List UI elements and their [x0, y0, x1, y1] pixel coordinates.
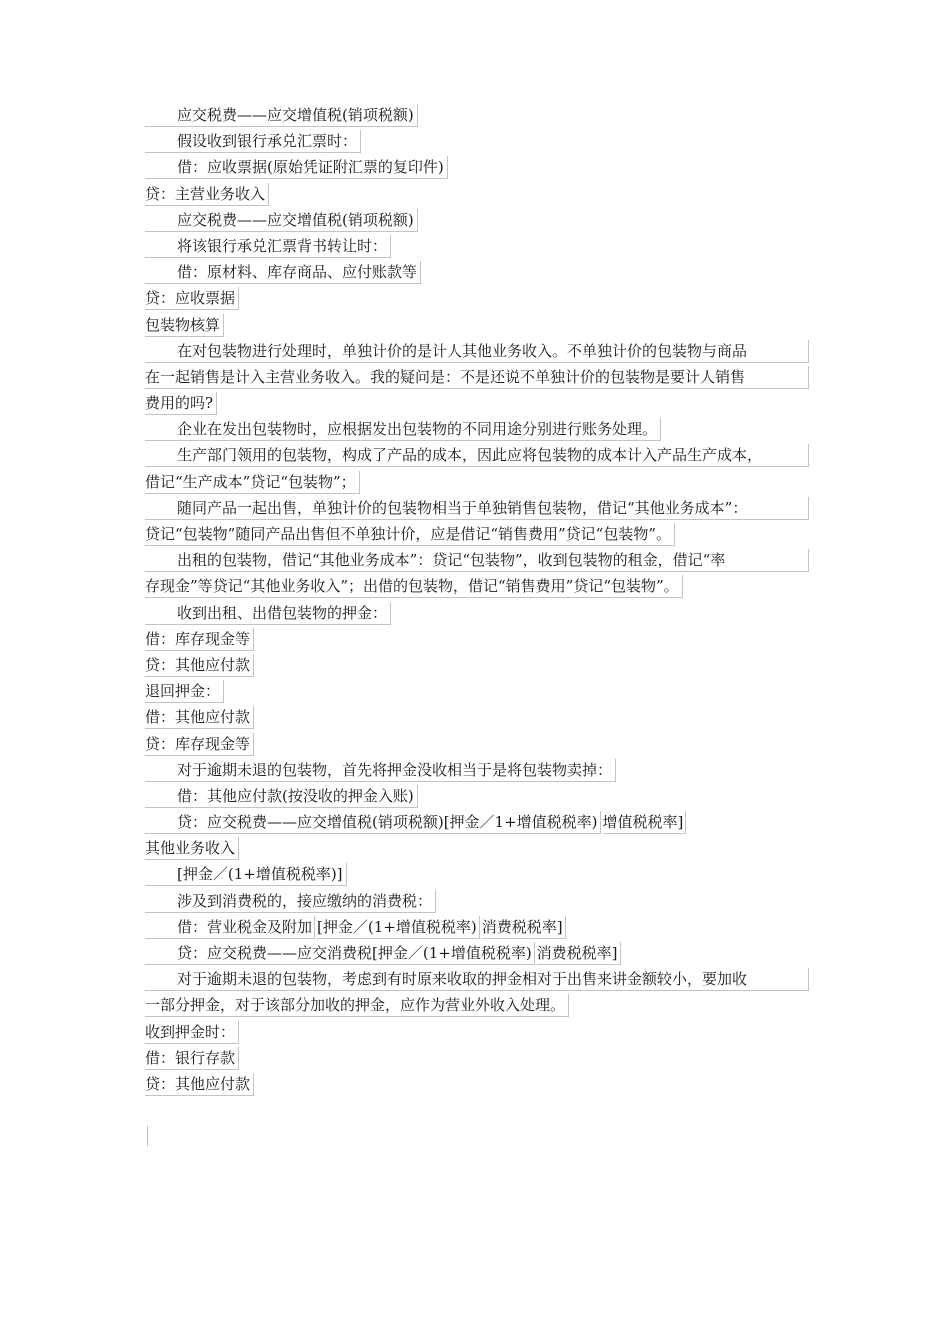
text-line: [145, 811, 809, 837]
text-line: [145, 759, 809, 785]
line-text: 对于逾期未退的包装物，考虑到有时原来收取的押金相对于出售来讲金额较小，要加收: [145, 968, 809, 991]
text-line: [145, 916, 809, 942]
line-text: 借：银行存款: [145, 1047, 239, 1070]
line-segment: 消费税税率]: [482, 916, 566, 939]
text-line: [145, 340, 809, 366]
line-text: 对于逾期未退的包装物，首先将押金没收相当于是将包装物卖掉：: [177, 759, 616, 782]
text-line: [145, 942, 809, 968]
line-text: 一部分押金，对于该部分加收的押金，应作为营业外收入处理。: [145, 994, 569, 1017]
line-text: 应交税费——应交增值税(销项税额): [177, 209, 418, 232]
text-line: [145, 497, 809, 523]
text-line: [145, 968, 809, 994]
section-heading: [145, 314, 809, 340]
text-line: [145, 575, 809, 601]
line-text: 包装物核算: [145, 314, 224, 337]
text-line: [145, 628, 809, 654]
text-line: [145, 733, 809, 759]
line-text: 涉及到消费税的，接应缴纳的消费税：: [177, 890, 436, 913]
line-text: 生产部门领用的包装物，构成了产品的成本，因此应将包装物的成本计入产品生产成本，: [145, 444, 809, 467]
text-line: [145, 602, 809, 628]
text-line: [145, 418, 809, 444]
text-line: [145, 680, 809, 706]
line-text: 借记“生产成本”贷记“包装物”；: [145, 471, 360, 494]
line-text: 退回押金：: [145, 680, 224, 703]
text-cursor: [147, 1126, 148, 1146]
line-text: 借：其他应付款: [145, 706, 254, 729]
text-line: [145, 392, 809, 418]
line-text: 收到出租、出借包装物的押金：: [177, 602, 391, 625]
line-text: 在对包装物进行处理时，单独计价的是计人其他业务收入。不单独计价的包装物与商品: [145, 340, 809, 363]
line-segment: 消费税税率]: [537, 942, 621, 965]
text-line: [145, 471, 809, 497]
line-text: 借：其他应付款(按没收的押金入账): [177, 785, 418, 808]
line-segment: 贷：应交税费——应交消费税[押金／(1+增值税税率): [177, 942, 535, 965]
line-text: 收到押金时：: [145, 1021, 239, 1044]
text-line: [145, 1047, 809, 1073]
line-text: 假设收到银行承兑汇票时：: [177, 130, 361, 153]
line-text: 应交税费——应交增值税(销项税额): [177, 104, 418, 127]
line-segment: 贷：应交税费——应交增值税(销项税额)[押金／1+增值税税率): [177, 811, 601, 834]
text-line: [145, 261, 809, 287]
text-line: [145, 890, 809, 916]
text-line: [145, 706, 809, 732]
line-text: 存现金”等贷记“其他业务收入”；出借的包装物，借记“销售费用”贷记“包装物”。: [145, 575, 683, 598]
text-line: [145, 1073, 809, 1099]
line-segment: 增值税税率]: [603, 811, 687, 834]
line-text: 贷：库存现金等: [145, 733, 254, 756]
line-text: 费用的吗?: [145, 392, 217, 415]
text-line: [145, 183, 809, 209]
line-text: 贷：其他应付款: [145, 1073, 254, 1096]
line-text: 借：原材料、库存商品、应付账款等: [177, 261, 421, 284]
text-line: [145, 523, 809, 549]
line-text: [押金／(1+增值税税率)]: [177, 863, 347, 886]
text-line: [145, 994, 809, 1020]
line-text: 借：应收票据(原始凭证附汇票的复印件): [177, 156, 448, 179]
text-line: [145, 235, 809, 261]
line-text: 借：库存现金等: [145, 628, 254, 651]
text-line: [145, 863, 809, 889]
text-line: [145, 444, 809, 470]
text-line: [145, 654, 809, 680]
text-line: [145, 130, 809, 156]
text-line: [145, 549, 809, 575]
line-text: 贷：其他应付款: [145, 654, 254, 677]
line-text: 出租的包装物，借记“其他业务成本”：贷记“包装物”，收到包装物的租金，借记“率: [145, 549, 809, 572]
line-text: 贷：应收票据: [145, 287, 239, 310]
text-line: [145, 1021, 809, 1047]
text-line: [145, 209, 809, 235]
line-segment: 借：营业税金及附加: [177, 916, 315, 939]
text-line: [145, 837, 809, 863]
text-line: [145, 785, 809, 811]
line-segment: [押金／(1+增值税税率): [317, 916, 480, 939]
text-line: [145, 366, 809, 392]
document-body: [145, 104, 809, 1099]
line-text: 随同产品一起出售，单独计价的包装物相当于单独销售包装物，借记“其他业务成本”：: [145, 497, 809, 520]
line-text: 在一起销售是计入主营业务收入。我的疑问是：不是还说不单独计价的包装物是要计人销售: [145, 366, 809, 389]
text-line: [145, 287, 809, 313]
line-text: 将该银行承兑汇票背书转让时：: [177, 235, 391, 258]
line-text: 企业在发出包装物时，应根据发出包装物的不同用途分别进行账务处理。: [177, 418, 661, 441]
line-text: 贷记“包装物”随同产品出售但不单独计价，应是借记“销售费用”贷记“包装物”。: [145, 523, 675, 546]
text-line: [145, 156, 809, 182]
text-line: [145, 104, 809, 130]
line-text: 贷：主营业务收入: [145, 183, 269, 206]
line-text: 其他业务收入: [145, 837, 239, 860]
